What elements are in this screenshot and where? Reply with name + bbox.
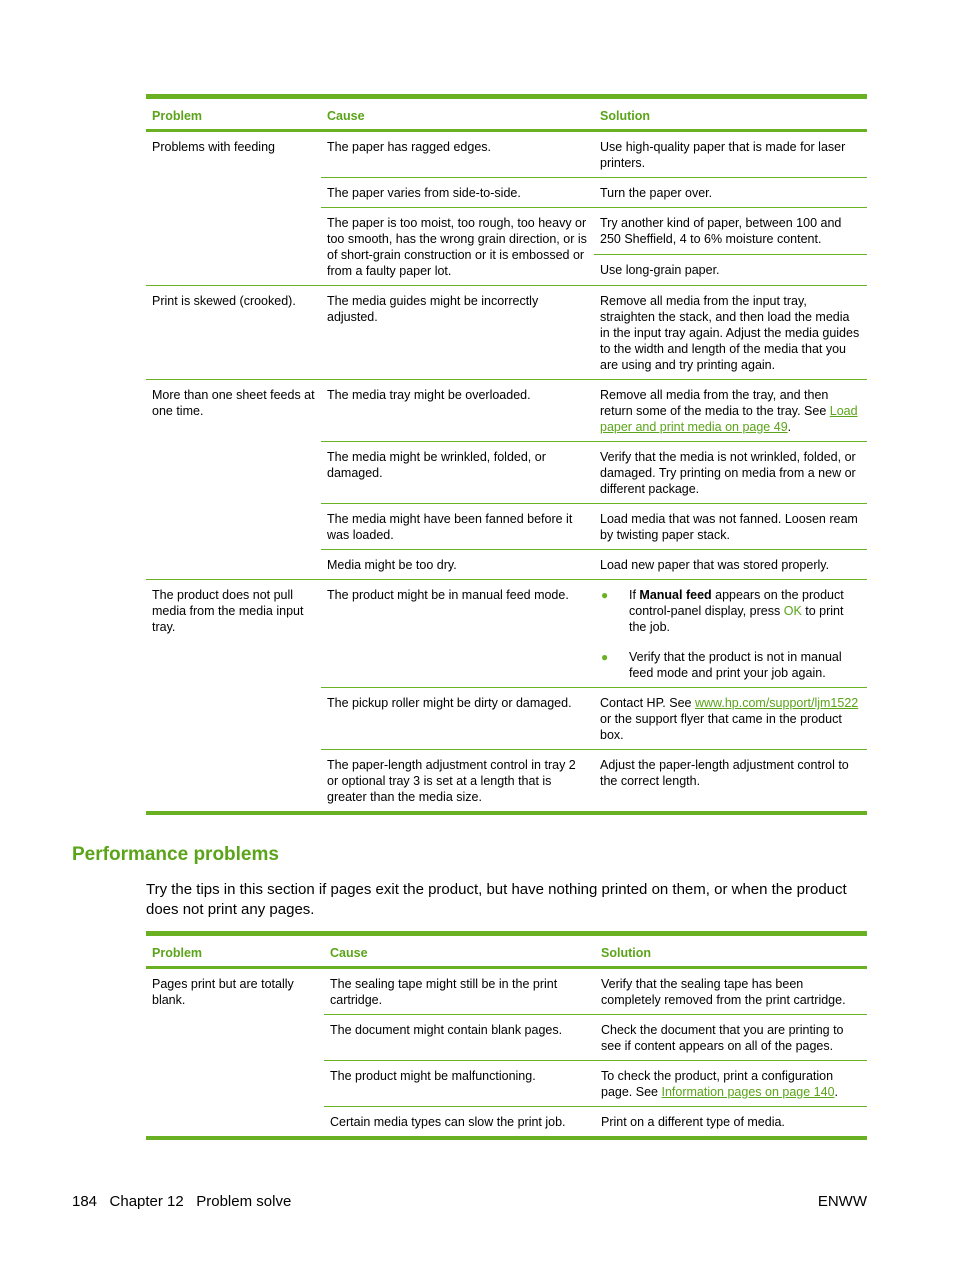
- problem-cell: Print is skewed (crooked).: [146, 286, 321, 380]
- cause-cell: Media might be too dry.: [321, 550, 594, 580]
- page-footer-code: ENWW: [817, 1193, 867, 1210]
- cause-cell: The media might have been fanned before it was loaded.: [321, 504, 594, 550]
- solution-cell: [594, 580, 867, 688]
- solution-cell: [594, 380, 867, 442]
- problem-cell: Problems with feeding: [152, 140, 275, 154]
- bullet-icon: ●: [601, 588, 609, 602]
- solution-cell: Adjust the paper-length adjustment control to the correct length.: [594, 750, 867, 814]
- solution-cell: Check the document that you are printing to see if content appears on all of the pages.: [595, 1015, 867, 1061]
- table-row: [146, 131, 867, 178]
- table-bottom-rule: [146, 813, 867, 815]
- load-paper-link[interactable]: Load paper and print media on page 49: [600, 404, 858, 434]
- solution-text: To check the product, print a configuration page. See: [601, 1069, 834, 1099]
- solution-cell: Verify that the media is not wrinkled, folded, or damaged. Try printing on media from a new or different package.: [594, 442, 867, 504]
- feeding-problems-table: [146, 94, 867, 815]
- section-heading: Performance problems: [72, 844, 279, 865]
- solution-text: to print the job.: [629, 604, 844, 634]
- information-pages-link[interactable]: Information pages on page 140: [661, 1085, 835, 1099]
- table-row: [146, 580, 867, 688]
- bullet-icon: ●: [601, 650, 609, 664]
- solution-bullet-list: [600, 587, 861, 681]
- table-header-row: [146, 97, 867, 131]
- performance-problems-table: [146, 931, 867, 1140]
- cause-cell: The media guides might be incorrectly adjusted.: [321, 286, 594, 380]
- solution-cell: Turn the paper over.: [594, 178, 867, 208]
- solution-cell: Remove all media from the input tray, straighten the stack, and then load the media in the input tray again. Adjust the media guides to the width and length of the media that you are using and try printing again.: [594, 286, 867, 380]
- list-item: [600, 587, 861, 635]
- solution-text: .: [787, 420, 792, 434]
- header-solution: Solution: [594, 97, 867, 131]
- cause-cell: The media might be wrinkled, folded, or damaged.: [321, 442, 594, 504]
- problem-cell: The product does not pull media from the media input tray.: [146, 580, 321, 814]
- header-cause: Cause: [321, 97, 594, 131]
- cause-cell: The media tray might be overloaded.: [321, 380, 594, 442]
- cause-cell: The product might be in manual feed mode.: [321, 580, 594, 688]
- solution-text: If: [629, 588, 640, 602]
- table-row: [146, 380, 867, 442]
- solution-cell: [595, 1061, 867, 1107]
- header-problem: Problem: [146, 97, 321, 131]
- solution-cell: Print on a different type of media.: [595, 1107, 867, 1139]
- solution-cell: [594, 688, 867, 750]
- cause-cell: The paper varies from side-to-side.: [321, 178, 594, 208]
- cause-cell: The sealing tape might still be in the print cartridge.: [330, 977, 558, 1007]
- cause-cell: The document might contain blank pages.: [324, 1015, 595, 1061]
- solution-cell: Use long-grain paper.: [594, 255, 867, 286]
- table-row: [146, 286, 867, 380]
- problem-cell: More than one sheet feeds at one time.: [146, 380, 321, 580]
- header-problem: Problem: [146, 934, 324, 968]
- ok-button-term: OK: [783, 604, 802, 618]
- solution-cell: Load new paper that was stored properly.: [594, 550, 867, 580]
- page-footer-chapter: 184 Chapter 12 Problem solve: [72, 1193, 292, 1210]
- header-cause: Cause: [324, 934, 595, 968]
- solution-text: Verify that the product is not in manual feed mode and print your job again.: [629, 650, 842, 680]
- cause-cell: The paper is too moist, too rough, too heavy or too smooth, has the wrong grain direction, or is of short-grain construction or it is embossed or from a faulty paper lot.: [321, 208, 594, 286]
- list-item: [600, 649, 861, 681]
- solution-cell: Load media that was not fanned. Loosen ream by twisting paper stack.: [594, 504, 867, 550]
- cause-cell: The product might be malfunctioning.: [324, 1061, 595, 1107]
- solution-text: Remove all media from the tray, and then return some of the media to the tray. See: [600, 388, 830, 418]
- header-solution: Solution: [595, 934, 867, 968]
- manual-feed-term: Manual feed: [639, 588, 712, 602]
- hp-support-link[interactable]: www.hp.com/support/ljm1522: [694, 696, 859, 710]
- table-row: [146, 968, 867, 1015]
- solution-text: appears on the product control-panel display, press: [629, 588, 844, 618]
- cause-cell: The paper has ragged edges.: [327, 140, 492, 154]
- solution-cell: Try another kind of paper, between 100 and 250 Sheffield, 4 to 6% moisture content.: [594, 208, 867, 255]
- table-header-row: [146, 934, 867, 968]
- solution-text: Contact HP. See: [600, 696, 695, 710]
- table-bottom-rule: [146, 1138, 867, 1140]
- solution-cell: Use high-quality paper that is made for laser printers.: [600, 140, 846, 170]
- cause-cell: Certain media types can slow the print job.: [324, 1107, 595, 1139]
- solution-text: or the support flyer that came in the product box.: [600, 712, 842, 742]
- section-intro: Try the tips in this section if pages exit the product, but have nothing printed on them, or when the product does not print any pages.: [146, 881, 847, 918]
- solution-cell: Verify that the sealing tape has been completely removed from the print cartridge.: [601, 977, 846, 1007]
- cause-cell: The paper-length adjustment control in tray 2 or optional tray 3 is set at a length that is greater than the media size.: [321, 750, 594, 814]
- solution-text: .: [834, 1085, 838, 1099]
- problem-cell: Pages print but are totally blank.: [152, 977, 294, 1007]
- cause-cell: The pickup roller might be dirty or damaged.: [321, 688, 594, 750]
